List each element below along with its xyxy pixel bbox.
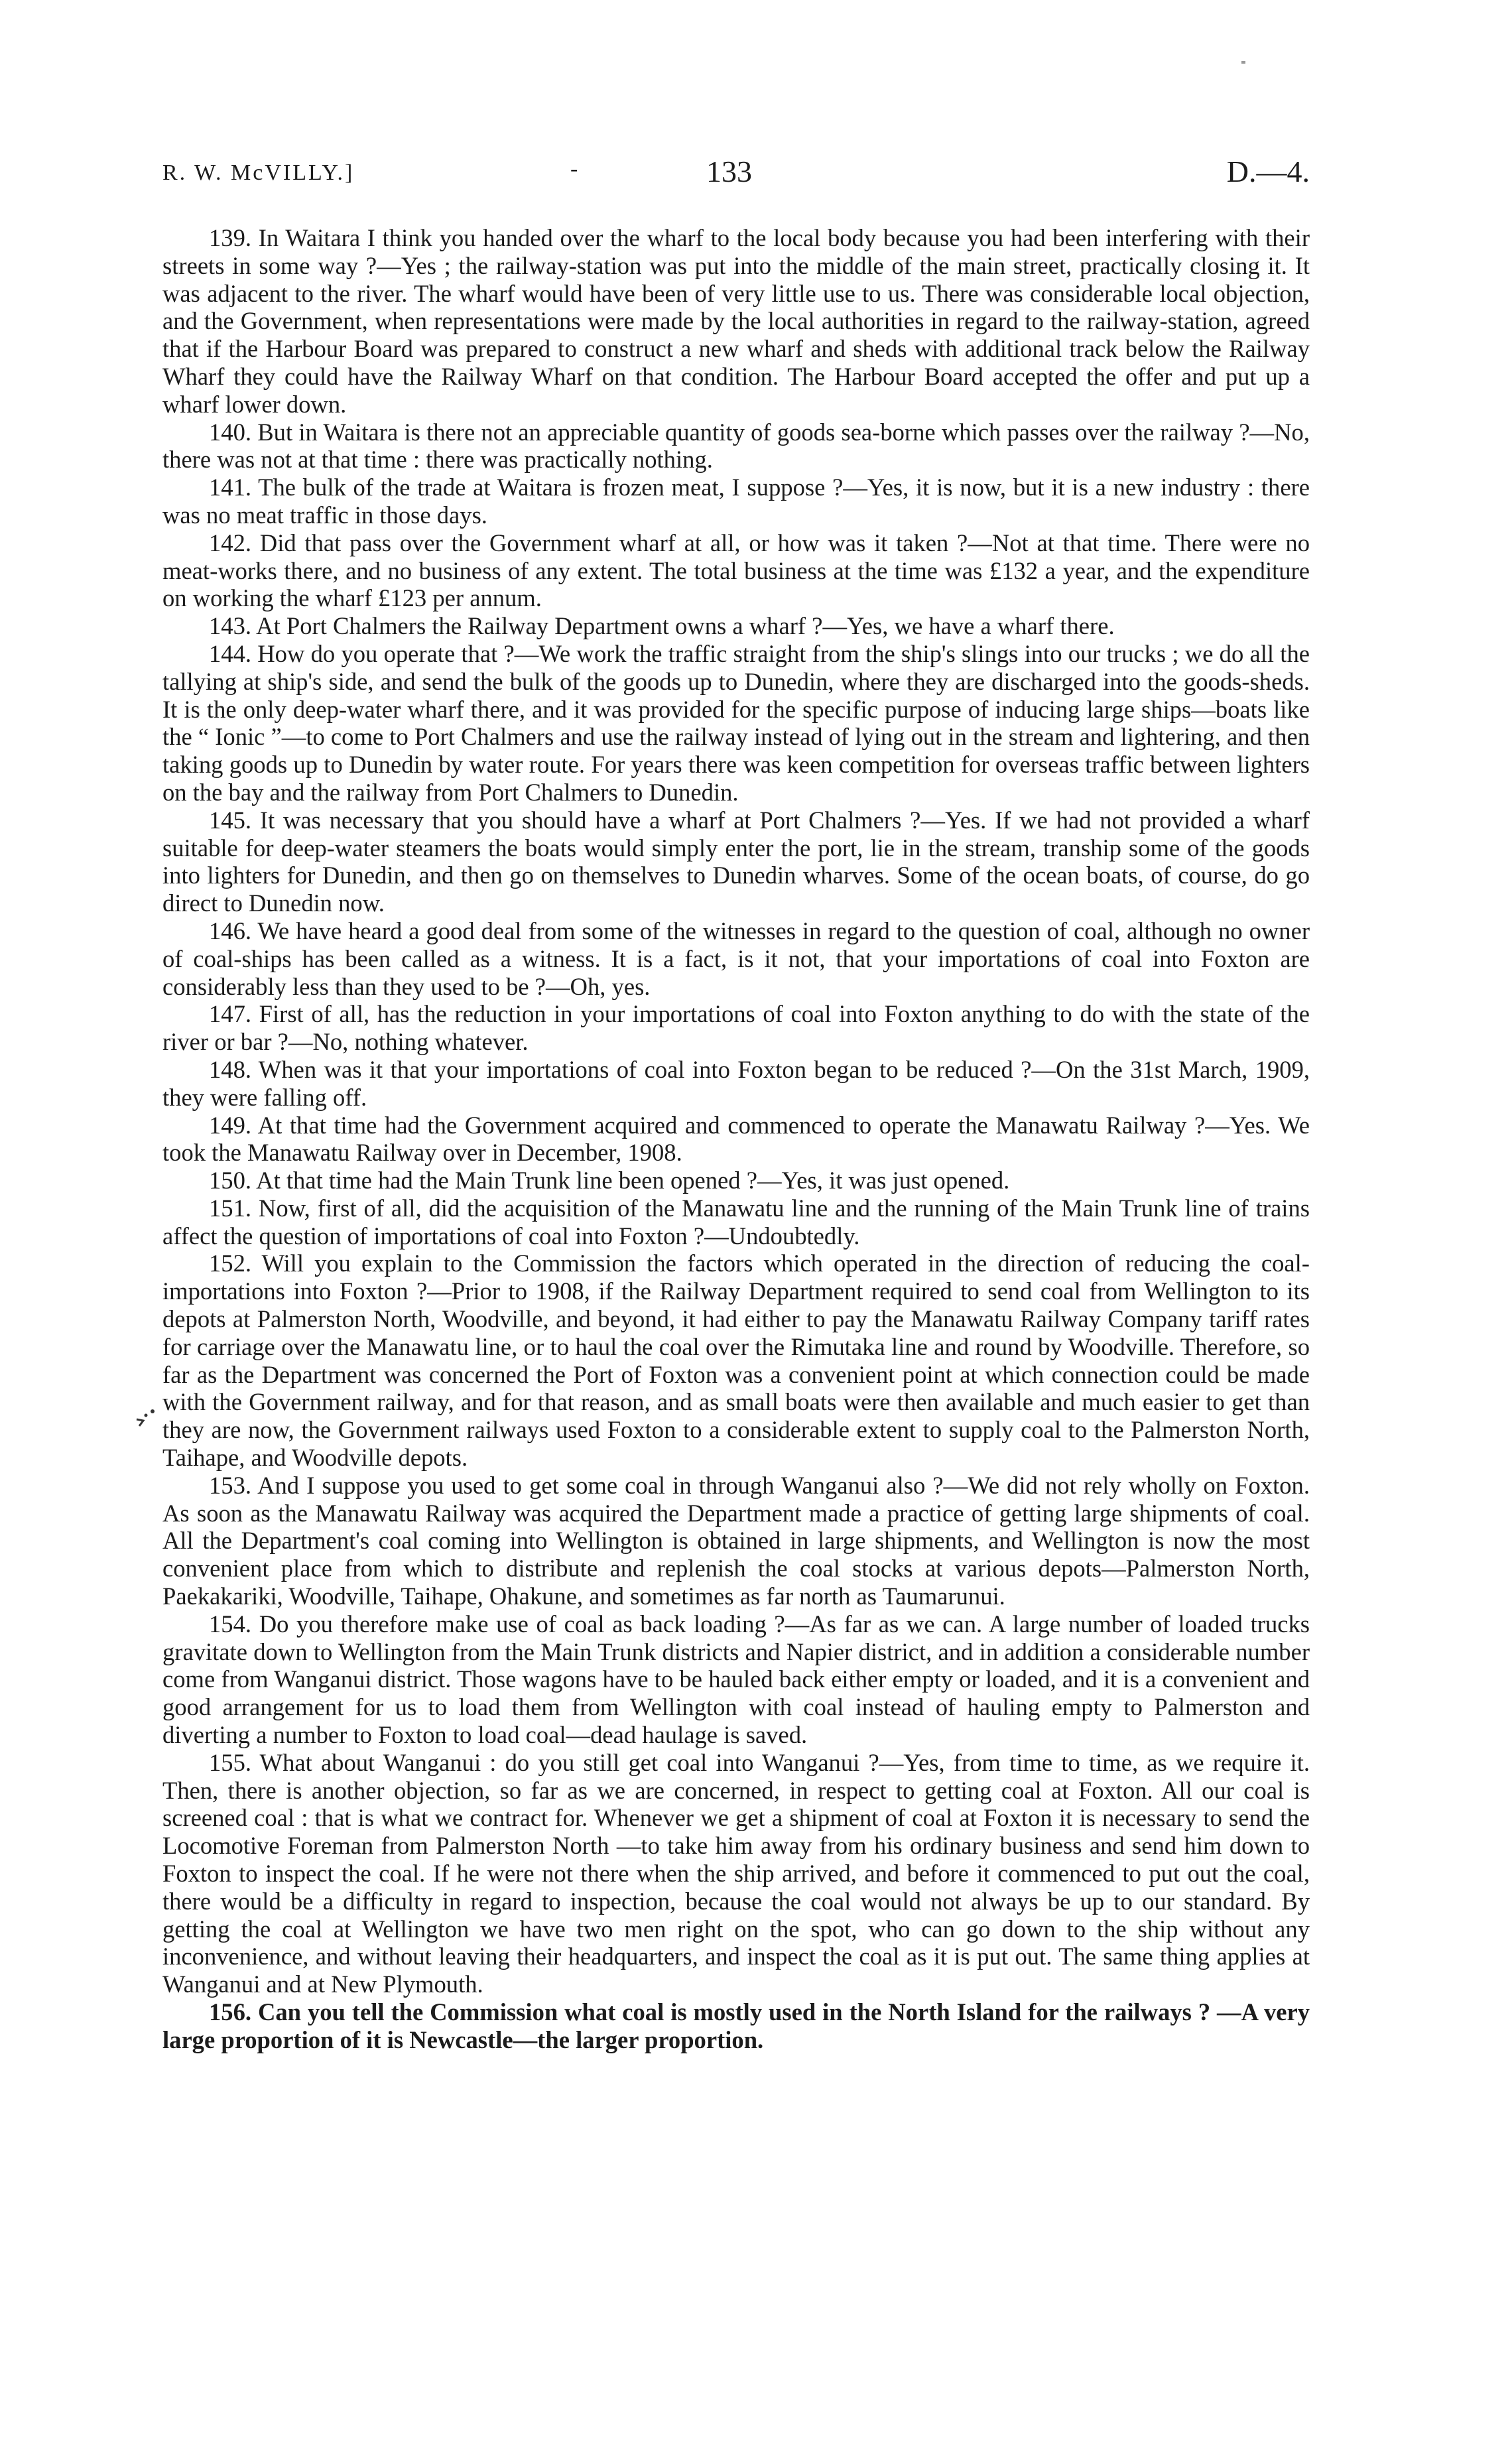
paragraph-number: 149.: [209, 1111, 252, 1139]
header-dash: -: [570, 157, 578, 181]
paragraph: [162, 806, 1310, 917]
paragraph-text: Do you therefore make use of coal as back loading ?—As far as we can. A large number of loaded trucks gravitate down to Wellington from the Main Trunk districts and Napier district, and in addition a considerable number come from Wanganui district. Those wagons have to be hauled back either empty or loaded, and it is a convenient and good arrangement for us to load them from Wellington with coal instead of hauling empty to Palmerston and diverting a number to Foxton to load coal—dead haulage is saved.: [162, 1610, 1310, 1749]
stray-mark: [1241, 61, 1245, 64]
paragraph-text: First of all, has the reduction in your importations of coal into Foxton anything to do with the state of the river or bar ?—No, nothing whatever.: [162, 1000, 1310, 1056]
paragraph-number: 151.: [209, 1194, 252, 1222]
paragraph: [162, 474, 1310, 529]
paragraph-text: How do you operate that ?—We work the traffic straight from the ship's slings into our trucks ; we do all the tallying at ship's side, and send the bulk of the goods up to Dunedin, where they are discharged into the goods-sheds. It is the only deep-water wharf there, and it was provided for the specific purpose of inducing large ships—boats like the “ Ionic ”—to come to Port Chalmers and use the railway instead of lying out in the stream and lightering, and then taking goods up to Dunedin by water route. For years there was keen competition for overseas traffic between lighters on the bay and the railway from Port Chalmers to Dunedin.: [162, 639, 1310, 806]
paragraph-number: 154.: [209, 1610, 252, 1638]
paragraph: [162, 1472, 1310, 1610]
paragraph-text: In Waitara I think you handed over the wharf to the local body because you had been interfering with their streets in some way ?—Yes ; the railway-station was put into the middle of the main street, practically closing it. It was adjacent to the river. The wharf would have been of very little use to us. There was considerable local objection, and the Government, when representations were made by the local authorities in regard to the railway-station, agreed that if the Harbour Board was prepared to construct a new wharf and sheds with additional track below the Railway Wharf they could have the Railway Wharf on that condition. The Harbour Board accepted the offer and put up a wharf lower down.: [162, 224, 1310, 418]
paragraph-number: 147.: [209, 1000, 252, 1028]
paragraph: [162, 1610, 1310, 1749]
paragraph: [162, 612, 1310, 640]
paragraph-number: 142.: [209, 529, 252, 556]
paragraph: [162, 1998, 1310, 2054]
paragraph-number: 145.: [209, 806, 252, 834]
paragraph-text: And I suppose you used to get some coal in through Wanganui also ?—We did not rely wholly on Foxton. As soon as the Manawatu Railway was acquired the Department made a practice of getting large shipments of coal. All the Department's coal coming into Wellington is obtained in large shipments, and Wellington is now the most convenient place from which to distribute and replenish the coal stocks at various depots—Palmerston North, Paekakariki, Woodville, Taihape, Ohakune, and sometimes as far north as Taumarunui.: [162, 1471, 1310, 1610]
paragraph-text: The bulk of the trade at Waitara is frozen meat, I suppose ?—Yes, it is now, but it is a new industry : there was no meat traffic in those days.: [162, 474, 1310, 529]
paragraph-text: At Port Chalmers the Railway Department owns a wharf ?—Yes, we have a wharf there.: [256, 612, 1115, 640]
paragraph: [162, 529, 1310, 612]
paragraph-text: But in Waitara is there not an appreciable quantity of goods sea-borne which passes over the railway ?—No, there was not at that time : there was practically nothing.: [162, 418, 1310, 474]
paragraph-text: When was it that your importations of coal into Foxton began to be reduced ?—On the 31st March, 1909, they were falling off.: [162, 1055, 1310, 1111]
paragraph: [162, 1112, 1310, 1167]
paragraph: [162, 1000, 1310, 1056]
paragraph-number: 139.: [209, 224, 252, 251]
document-reference: D.—4.: [1226, 155, 1310, 188]
paragraph-number: 146.: [209, 917, 252, 944]
paragraph-number: 144.: [209, 639, 252, 667]
paragraph: [162, 1167, 1310, 1194]
paragraph-number: 141.: [209, 474, 252, 501]
paragraph-text: What about Wanganui : do you still get coal into Wanganui ?—Yes, from time to time, as we require it. Then, there is another objection, so far as we are concerned, in respect to getting coal at Foxton. All our coal is screened coal : that is what we contract for. Whenever we get a shipment of coal at Foxton it is necessary to send the Locomotive Foreman from Palmerston North —to take him away from his ordinary business and send him down to Foxton to inspect the coal. If he were not there when the ship arrived, and before it commenced to put out the coal, there would be a difficulty in regard to inspection, because the coal would not always be up to our standard. By getting the coal at Wellington we have two men right on the spot, who can go down to the ship without any inconvenience, and without leaving their headquarters, and inspect the coal as it is put out. The same thing applies at Wanganui and at New Plymouth.: [162, 1748, 1310, 1998]
paragraph-text: Now, first of all, did the acquisition of the Manawatu line and the running of the Main Trunk line of trains affect the question of importations of coal into Foxton ?—Undoubtedly.: [162, 1194, 1310, 1250]
page-header: [162, 154, 1310, 200]
paragraph: [162, 1749, 1310, 1998]
witness-name: R. W. McVILLY.]: [162, 161, 355, 185]
paragraph: [162, 640, 1310, 806]
paragraph-number: 150.: [209, 1167, 252, 1194]
paragraph-text: Did that pass over the Government wharf at all, or how was it taken ?—Not at that time. There were no meat-works there, and no business of any extent. The total business at the time was £132 a year, and the expenditure on working the wharf £123 per annum.: [162, 529, 1310, 612]
margin-annotation-mark: [133, 1405, 160, 1433]
paragraph: [162, 1194, 1310, 1250]
paragraph-text: Will you explain to the Commission the factors which operated in the direction of reducing the coal-importations into Foxton ?—Prior to 1908, if the Railway Department required to send coal from Wellington to its depots at Palmerston North, Woodville, and beyond, it had either to pay the Manawatu Railway Company tariff rates for carriage over the Manawatu line, or to haul the coal over the Rimutaka line and round by Woodville. Therefore, so far as the Department was concerned the Port of Foxton was a convenient point at which connection could be made with the Government railway, and for that reason, and as small boats were then available and much easier to get than they are now, the Government railways used Foxton to a considerable extent to supply coal to the Palmerston North, Taihape, and Woodville depots.: [162, 1250, 1310, 1472]
paragraph-number: 143.: [209, 612, 252, 640]
paragraph-number: 148.: [209, 1055, 252, 1083]
paragraph-number: 156.: [209, 1998, 252, 2026]
paragraph-number: 155.: [209, 1748, 252, 1776]
paragraph: [162, 917, 1310, 1000]
paragraph-number: 153.: [209, 1471, 252, 1499]
paragraph-text: We have heard a good deal from some of the witnesses in regard to the question of coal, although no owner of coal-ships has been called as a witness. It is a fact, is it not, that your importations of coal into Foxton are considerably less than they used to be ?—Oh, yes.: [162, 917, 1310, 1000]
paragraph-text: At that time had the Main Trunk line been opened ?—Yes, it was just opened.: [256, 1167, 1010, 1194]
paragraph-text: Can you tell the Commission what coal is mostly used in the North Island for the railways ? —A very large proportion of it is Newcastle—the larger proportion.: [162, 1998, 1310, 2053]
page-number: 133: [706, 155, 752, 188]
paragraph: [162, 1250, 1310, 1471]
document-body: [162, 224, 1310, 2054]
paragraph-text: At that time had the Government acquired and commenced to operate the Manawatu Railway ?—Yes. We took the Manawatu Railway over in December, 1908.: [162, 1111, 1310, 1167]
paragraph: [162, 1056, 1310, 1112]
paragraph-number: 140.: [209, 418, 252, 446]
paragraph: [162, 418, 1310, 474]
paragraph-number: 152.: [209, 1250, 252, 1277]
paragraph: [162, 224, 1310, 418]
paragraph-text: It was necessary that you should have a wharf at Port Chalmers ?—Yes. If we had not provided a wharf suitable for deep-water steamers the boats would simply enter the port, lie in the stream, tranship some of the goods into lighters for Dunedin, and then go on themselves to Dunedin wharves. Some of the ocean boats, of course, do go direct to Dunedin now.: [162, 806, 1310, 917]
